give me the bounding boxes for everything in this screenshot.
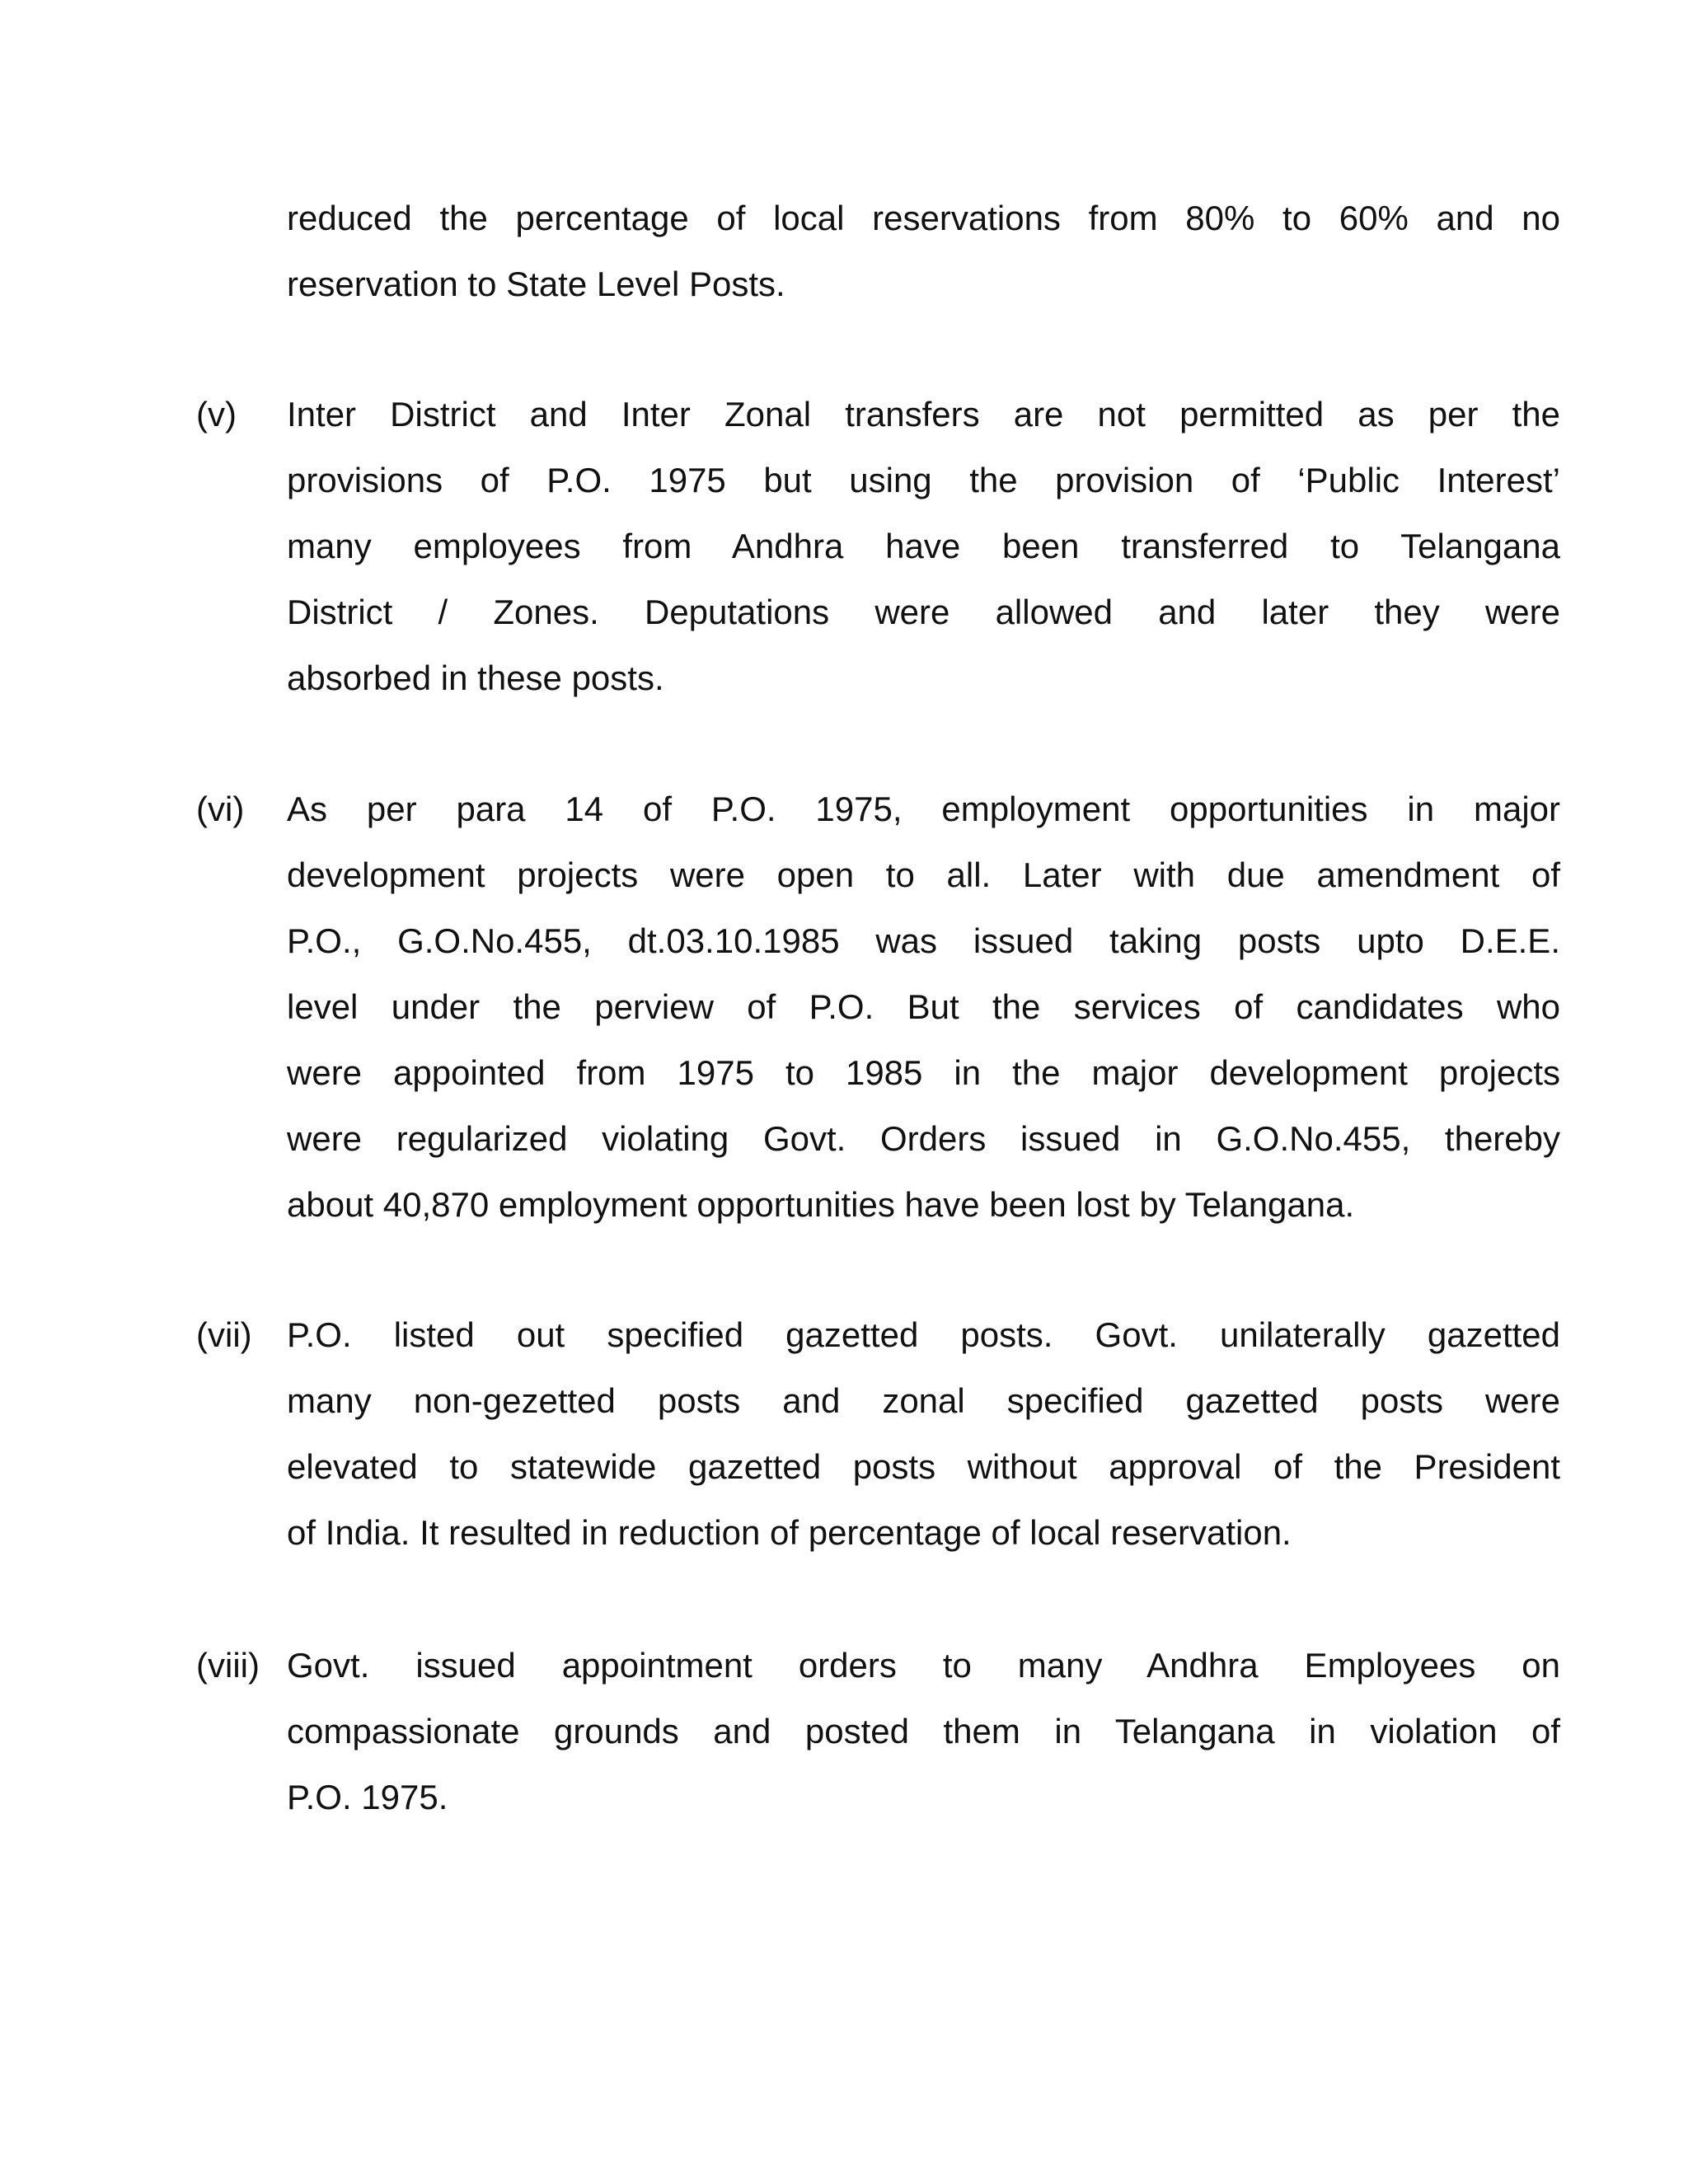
paragraph-vi (196, 776, 1560, 1238)
paragraph-line: Inter District and Inter Zonal transfers are not permitted as per the (287, 395, 1560, 434)
paragraph-number: (vi) (196, 790, 245, 828)
paragraph-number: (vii) (196, 1315, 252, 1354)
paragraph-line: elevated to statewide gazetted posts without approval of the President (287, 1447, 1560, 1486)
paragraph-line: compassionate grounds and posted them in Telangana in violation of (287, 1712, 1560, 1750)
paragraph-line: level under the perview of P.O. But the services of candidates who (287, 987, 1560, 1026)
paragraph-number: (viii) (196, 1646, 260, 1685)
paragraph-line: provisions of P.O. 1975 but using the provision of ‘Public Interest’ (287, 461, 1560, 499)
paragraph-line: development projects were open to all. Later with due amendment of (287, 855, 1560, 894)
paragraph-line: were regularized violating Govt. Orders issued in G.O.No.455, thereby (287, 1119, 1560, 1158)
paragraph-line: reservation to State Level Posts. (287, 265, 785, 303)
paragraph-line: P.O. listed out specified gazetted posts. Govt. unilaterally gazetted (287, 1315, 1560, 1354)
paragraph-continuation (287, 185, 1560, 317)
paragraph-line: P.O. 1975. (287, 1778, 448, 1816)
paragraph-line: As per para 14 of P.O. 1975, employment opportunities in major (287, 790, 1560, 828)
paragraph-vii (196, 1302, 1560, 1566)
paragraph-line: were appointed from 1975 to 1985 in the major development projects (287, 1053, 1560, 1092)
paragraph-number: (v) (196, 395, 237, 434)
paragraph-line: reduced the percentage of local reservations from 80% to 60% and no (287, 199, 1560, 237)
paragraph-line: about 40,870 employment opportunities have been lost by Telangana. (287, 1185, 1355, 1224)
paragraph-line: many non-gezetted posts and zonal specified gazetted posts were (287, 1381, 1560, 1420)
paragraph-viii (196, 1633, 1560, 1830)
paragraph-line: of India. It resulted in reduction of percentage of local reservation. (287, 1513, 1292, 1552)
paragraph-line: Govt. issued appointment orders to many Andhra Employees on (287, 1646, 1560, 1685)
paragraph-line: P.O., G.O.No.455, dt.03.10.1985 was issued taking posts upto D.E.E. (287, 921, 1560, 960)
paragraph-v (196, 382, 1560, 711)
paragraph-line: District / Zones. Deputations were allowed and later they were (287, 593, 1560, 631)
paragraph-line: many employees from Andhra have been transferred to Telangana (287, 527, 1560, 565)
paragraph-line: absorbed in these posts. (287, 658, 664, 697)
